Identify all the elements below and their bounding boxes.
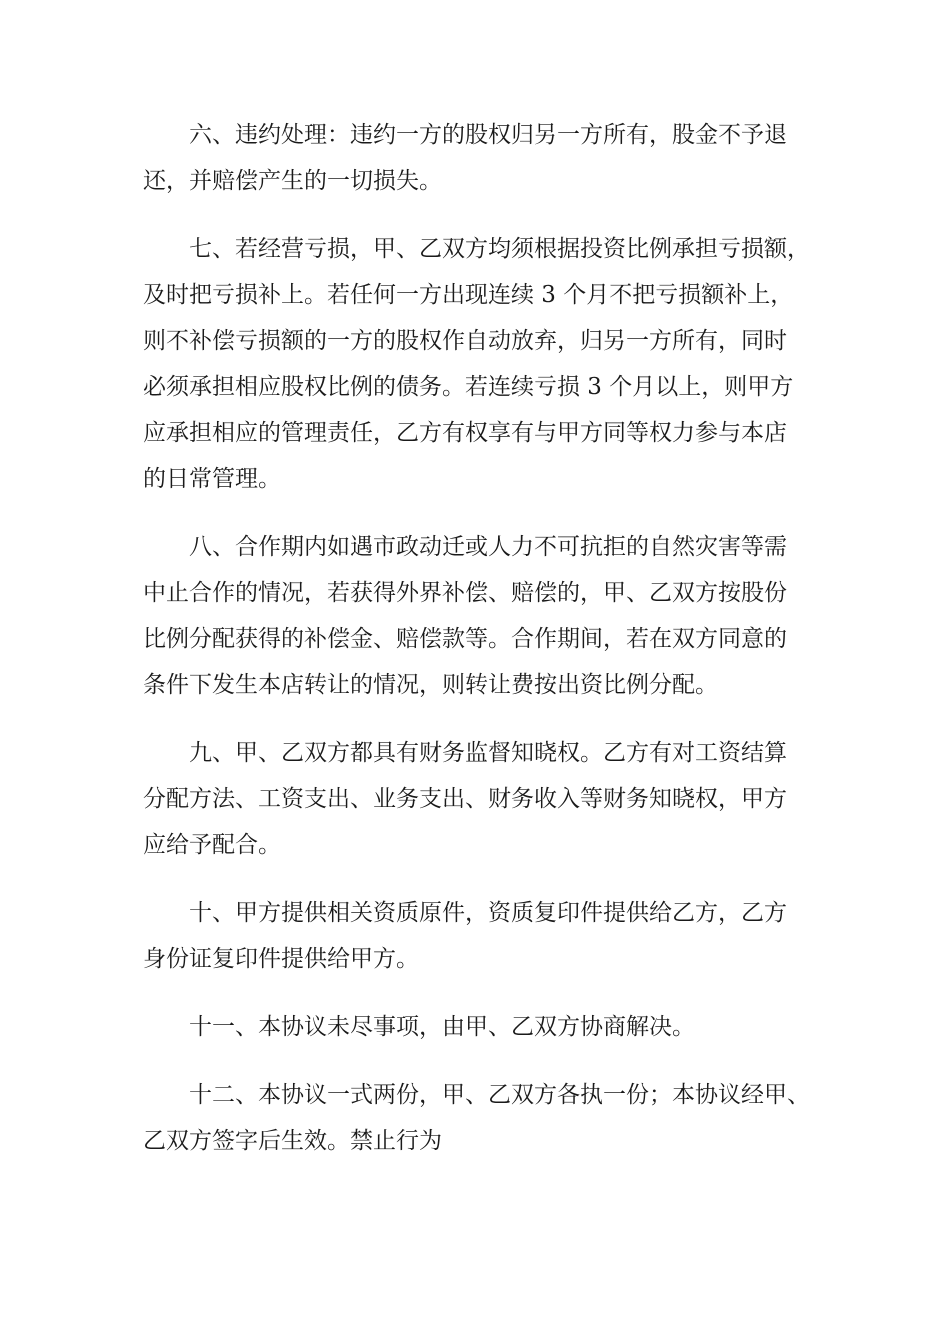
clause-8-paragraph (143, 524, 813, 708)
text-line: 十二、本协议一式两份，甲、乙双方各执一份；本协议经甲、 (189, 1082, 810, 1108)
text-line: 六、违约处理：违约一方的股权归另一方所有，股金不予退 (189, 122, 787, 148)
text-line: 中止合作的情况，若获得外界补偿、赔偿的，甲、乙双方按股份 (143, 580, 787, 606)
text-line: 应承担相应的管理责任，乙方有权享有与甲方同等权力参与本店 (143, 420, 787, 446)
text-line: 必须承担相应股权比例的债务。若连续亏损 3 个月以上，则甲方 (143, 374, 794, 400)
text-line: 七、若经营亏损，甲、乙双方均须根据投资比例承担亏损额， (189, 236, 810, 262)
text-line: 还，并赔偿产生的一切损失。 (143, 168, 442, 194)
text-line: 乙双方签字后生效。禁止行为 (143, 1128, 442, 1154)
clause-7-paragraph (143, 226, 813, 502)
text-line: 八、合作期内如遇市政动迁或人力不可抗拒的自然灾害等需 (189, 534, 787, 560)
clause-6-paragraph (143, 112, 813, 204)
text-line: 的日常管理。 (143, 466, 281, 492)
text-line: 比例分配获得的补偿金、赔偿款等。合作期间，若在双方同意的 (143, 626, 787, 652)
text-line: 九、甲、乙双方都具有财务监督知晓权。乙方有对工资结算 (189, 740, 787, 766)
document-body (143, 112, 813, 1186)
text-line: 应给予配合。 (143, 832, 281, 858)
text-line: 十一、本协议未尽事项，由甲、乙双方协商解决。 (189, 1014, 695, 1040)
clause-10-paragraph (143, 890, 813, 982)
text-line: 则不补偿亏损额的一方的股权作自动放弃，归另一方所有，同时 (143, 328, 787, 354)
text-line: 十、甲方提供相关资质原件，资质复印件提供给乙方，乙方 (189, 900, 787, 926)
text-line: 分配方法、工资支出、业务支出、财务收入等财务知晓权，甲方 (143, 786, 787, 812)
text-line: 及时把亏损补上。若任何一方出现连续 3 个月不把亏损额补上， (143, 282, 794, 308)
text-line: 身份证复印件提供给甲方。 (143, 946, 419, 972)
clause-11-paragraph (143, 1004, 813, 1050)
text-line: 条件下发生本店转让的情况，则转让费按出资比例分配。 (143, 672, 718, 698)
clause-12-paragraph (143, 1072, 813, 1164)
clause-9-paragraph (143, 730, 813, 868)
